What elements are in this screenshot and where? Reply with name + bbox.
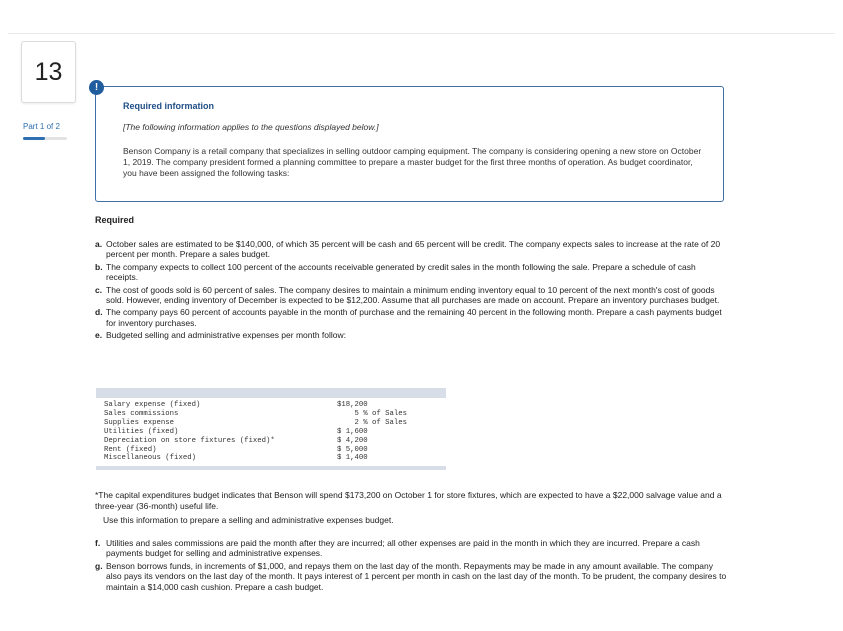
task-letter: d.: [95, 307, 103, 318]
applies-note: [The following information applies to the questions displayed below.]: [123, 122, 379, 132]
expense-table-header: [96, 388, 446, 398]
task-list: [95, 239, 730, 343]
expense-value: 2 % of Sales: [337, 418, 408, 427]
task-e: [95, 330, 730, 340]
table-row: [104, 410, 437, 419]
expense-table-footer: [96, 466, 446, 470]
table-row: [104, 401, 437, 410]
part-progress-fill: [23, 137, 45, 140]
task-a: [95, 239, 730, 260]
expense-label: Miscellaneous (fixed): [104, 454, 196, 463]
required-heading: Required: [95, 215, 135, 225]
footnote: [95, 490, 725, 526]
task-text: October sales are estimated to be $140,000, of which 35 percent will be cash and 65 percent will be credit. The company expects sales to increase at the rate of 20 percent per month. Prepare a sales budget.: [106, 239, 721, 260]
task-letter: b.: [95, 261, 103, 272]
alert-icon: !: [89, 80, 104, 95]
expense-value: $ 1,400: [337, 454, 368, 463]
task-b: [95, 262, 730, 283]
expense-value: $ 4,200: [337, 436, 368, 445]
question-number: 13: [21, 41, 76, 103]
task-letter: f.: [95, 538, 101, 548]
expense-table: [96, 388, 446, 470]
task-text: Budgeted selling and administrative expenses per month follow:: [106, 330, 347, 341]
table-row: [104, 428, 437, 437]
part-progress-bar: [23, 137, 67, 140]
task-text: The cost of goods sold is 60 percent of sales. The company desires to maintain a minimum ending inventory equal to 10 percent of the next month's cost of goods sold. However, ending inventory of December is expected to be $12,200. Assume that all purchases are made on account. Prepare an inventory purchases budget.: [106, 284, 720, 306]
required-information-title: Required information: [123, 101, 215, 111]
expense-label: Utilities (fixed): [104, 427, 179, 436]
task-letter: g.: [95, 560, 103, 571]
expense-label: Supplies expense: [104, 418, 175, 427]
expense-value: $18,200: [337, 401, 368, 409]
task-f: [95, 538, 730, 559]
task-text: Utilities and sales commissions are paid the month after they are incurred; all other expenses are paid in the month in which they are incurred. Prepare a cash payments budget for selling and administrative expenses.: [106, 538, 700, 559]
use-information-text: Use this information to prepare a selling and administrative expenses budget.: [103, 515, 394, 525]
task-text: The company pays 60 percent of accounts payable in the month of purchase and the remaining 40 percent in the following month. Prepare a cash payments budget for inventory purchases.: [106, 307, 722, 328]
expense-table-body: [104, 401, 437, 463]
task-letter: e.: [95, 330, 103, 341]
table-row: [104, 446, 437, 455]
expense-label: Depreciation on store fixtures (fixed)*: [104, 436, 275, 445]
task-letter: c.: [95, 284, 103, 295]
table-row: [104, 437, 437, 446]
table-row: [104, 454, 437, 463]
part-label: Part 1 of 2: [23, 122, 60, 131]
expense-value: $ 5,000: [337, 445, 368, 454]
task-list-continued: [95, 538, 730, 594]
expense-label: Salary expense (fixed): [104, 401, 201, 409]
expense-value: 5 % of Sales: [337, 409, 408, 418]
task-g: [95, 561, 730, 592]
task-text: The company expects to collect 100 percent of the accounts receivable generated by credit sales in the month following the sale. Prepare a schedule of cash receipts.: [106, 261, 696, 283]
expense-label: Rent (fixed): [104, 445, 157, 454]
table-row: [104, 419, 437, 428]
top-divider: [8, 33, 835, 34]
expense-value: $ 1,600: [337, 427, 368, 436]
task-d: [95, 307, 730, 328]
footnote-text: *The capital expenditures budget indicates that Benson will spend $173,200 on October 1 for store fixtures, which are expected to have a $22,000 salvage value and a three-year (36-month) useful life.: [95, 490, 722, 511]
expense-label: Sales commissions: [104, 409, 179, 418]
task-text: Benson borrows funds, in increments of $1,000, and repays them on the last day of the month. Repayments may be made in any amount available. The company also pays its vendors on the last day of the month. It pays interest of 1 percent per month in cash on the last day of the month. To be prudent, the company desires to maintain a $14,000 cash cushion. Prepare a cash budget.: [106, 560, 727, 592]
task-c: [95, 285, 730, 306]
task-letter: a.: [95, 239, 103, 249]
scenario-text: Benson Company is a retail company that specializes in selling outdoor camping equipment. The company is considering opening a new store on October 1, 2019. The company president formed a planning committee to prepare a master budget for the first three months of operation. As budget coordinator, you have been assigned the following tasks:: [123, 146, 702, 178]
